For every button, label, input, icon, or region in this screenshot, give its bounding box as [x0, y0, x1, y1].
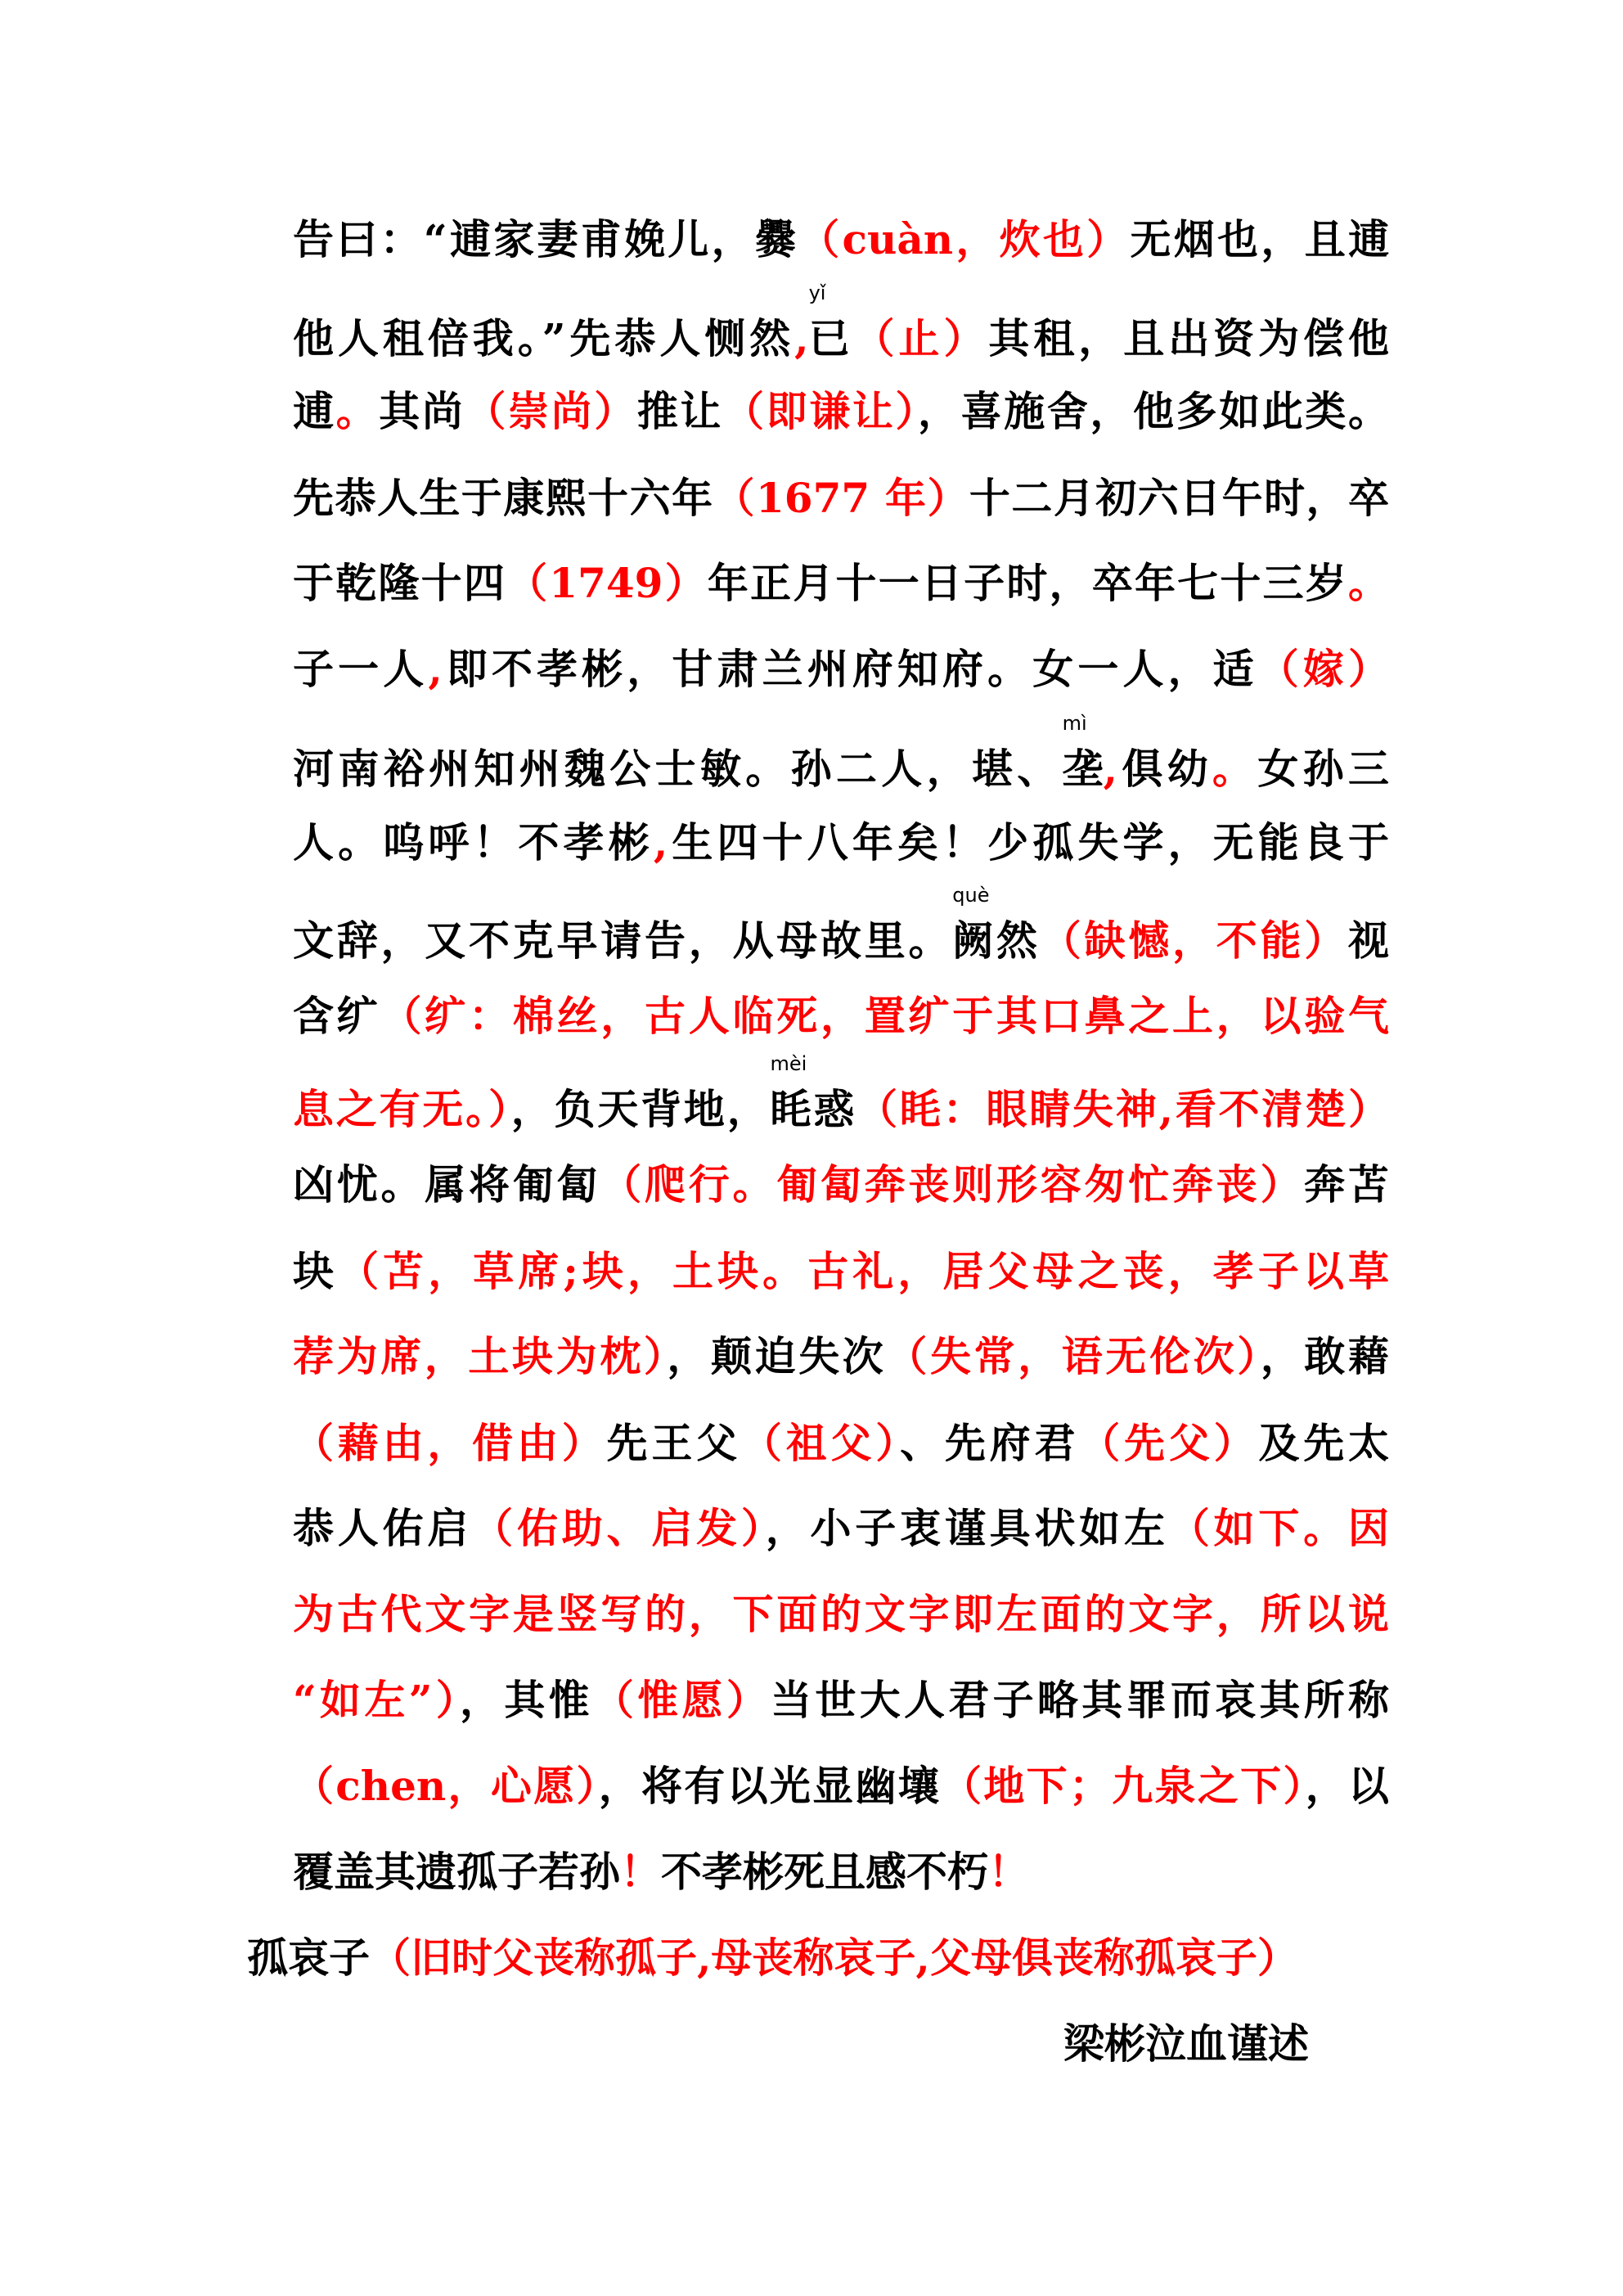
text-line: [293, 1504, 1389, 1553]
annotation-text: （失常，语无伦次）: [886, 1332, 1261, 1380]
annotation-text: （cuàn，炊也）: [798, 215, 1131, 263]
body-text: 恭人佑启: [293, 1504, 473, 1552]
body-text: 视: [1348, 916, 1389, 965]
annotation-text: （chen，心愿）: [293, 1762, 599, 1810]
pinyin-annotation: mèi: [770, 1052, 807, 1075]
text-line: [293, 712, 1390, 794]
body-text: 及先太: [1258, 1419, 1390, 1467]
body-text: 块: [293, 1247, 339, 1295]
body-text: 河南裕州知州魏公士敏。孙二人，堪、: [293, 745, 1063, 793]
annotation-text: ,: [794, 314, 809, 362]
body-text: 覆盖其遗孤子若孙: [293, 1848, 620, 1896]
text-line: [293, 884, 1389, 966]
body-text: 然: [993, 916, 1041, 965]
annotation-text: （眊：眼睛失神,看不清楚）: [856, 1085, 1389, 1133]
text-line: [293, 387, 1389, 436]
annotation-text: ,: [653, 818, 668, 867]
annotated-character: [770, 1052, 812, 1134]
body-text: 奔苫: [1304, 1160, 1389, 1209]
annotation-text: （缺憾，不能）: [1040, 916, 1348, 965]
annotation-text: ！: [988, 1848, 1029, 1896]
body-text: ，其惟: [460, 1676, 593, 1724]
annotation-text: 息之有无。）: [293, 1085, 511, 1133]
body-text: 孤哀子: [247, 1934, 370, 1982]
body-text: 子一人: [293, 645, 429, 693]
annotation-text: “如左”）: [293, 1676, 461, 1724]
body-text: 他人租倍我。”先恭人恻然: [293, 314, 795, 362]
pinyin-annotation: què: [952, 884, 990, 907]
body-text: 先恭人生于康熙十六年: [293, 474, 714, 522]
body-text: 于乾隆十四: [293, 559, 507, 607]
body-text: 凶忧。属将匍匐: [293, 1160, 601, 1209]
annotation-text: （嫁）: [1257, 645, 1390, 693]
body-text: 年正月十一日子时，卒年七十三岁: [707, 559, 1349, 607]
text-line: [293, 1160, 1389, 1209]
annotation-text: （先父）: [1079, 1419, 1259, 1467]
body-text: 梁彬泣血谨述: [1063, 2019, 1309, 2068]
body-text: 其租，且出资为偿他: [988, 314, 1390, 362]
character: 垄: [1062, 745, 1104, 793]
text-line: [293, 1332, 1389, 1381]
body-text: 不孝彬死且感不朽: [661, 1848, 988, 1896]
annotation-text: 荐为席，土块为枕）: [293, 1332, 668, 1380]
annotated-character: [1062, 712, 1104, 794]
body-text: 当世大人君子略其罪而哀其所称: [771, 1676, 1390, 1724]
text-line: [293, 559, 1389, 608]
annotation-text: （苫，草席;块，土块。古礼，居父母之丧，孝子以草: [338, 1247, 1390, 1295]
text-line: [293, 1247, 1389, 1296]
text-line: [293, 1676, 1389, 1725]
character: 眊: [770, 1085, 812, 1133]
signature-line: [1063, 2019, 1309, 2069]
annotation-text: （佑助、启发）: [472, 1504, 766, 1552]
body-text: ，喜施舍，他多如此类。: [918, 387, 1390, 435]
body-text: ，敢藉: [1260, 1332, 1390, 1380]
annotation-text: （崇尚）: [465, 387, 637, 435]
text-line: [293, 1419, 1389, 1468]
character: 阙: [952, 916, 994, 965]
annotation-text: （爬行。匍匐奔丧则形容匆忙奔丧）: [600, 1160, 1305, 1209]
body-text: 十二月初六日午时，卒: [969, 474, 1389, 522]
text-line: [293, 474, 1389, 523]
annotation-text: （即谦让）: [723, 387, 919, 435]
body-text: 文辞，又不克早请告，从母故里。: [293, 916, 953, 965]
annotation-text: （藉由，借由）: [293, 1419, 607, 1467]
annotation-text: （地下；九泉之下）: [941, 1762, 1306, 1810]
body-text: ，以: [1305, 1762, 1389, 1810]
annotation-text: （祖父）: [740, 1419, 901, 1467]
body-text: 人。呜呼！不孝彬: [293, 818, 654, 867]
body-text: 推让: [636, 387, 724, 435]
body-text: 即不孝彬，甘肃兰州府知府。女一人，适: [442, 645, 1258, 693]
text-line: [293, 818, 1389, 867]
body-text: 、先府君: [900, 1419, 1080, 1467]
annotation-text: 为古代文字是竖写的，下面的文字即左面的文字，所以说: [293, 1590, 1389, 1638]
body-text: 惑: [811, 1085, 857, 1133]
body-text: ，负天背地，: [510, 1085, 771, 1133]
text-line: [293, 1848, 1029, 1897]
body-text: ，将有以光显幽壤: [598, 1762, 942, 1810]
body-text: 俱幼: [1117, 745, 1213, 793]
body-text: 告曰：“逋家妻甫娩儿，爨: [293, 215, 799, 263]
text-line: [293, 992, 1389, 1041]
annotated-character: [808, 281, 850, 363]
annotation-text: ！: [620, 1848, 661, 1896]
annotation-text: （旧时父丧称孤子,母丧称哀子,父母俱丧称孤哀子）: [370, 1934, 1298, 1982]
annotation-text: （纩：棉丝，古人临死，置纩于其口鼻之上，以验气: [380, 992, 1389, 1040]
body-text: 含纩: [293, 992, 381, 1040]
body-text: ，颠迫失次: [667, 1332, 887, 1380]
annotated-character: [952, 884, 994, 966]
text-line: [293, 281, 1390, 363]
body-text: ，小子衷谨具状如左: [765, 1504, 1169, 1552]
annotation-text: ,: [1103, 745, 1118, 793]
body-text: 女孙三: [1257, 745, 1390, 793]
body-text: 生四十八年矣！少孤失学，无能良于: [668, 818, 1389, 867]
text-line: [293, 1590, 1389, 1639]
text-line: [293, 1052, 1389, 1134]
text-line: [293, 215, 1389, 264]
character: 已: [808, 314, 850, 362]
text-line: [293, 645, 1389, 694]
annotation-text: 。: [1212, 745, 1258, 793]
annotation-text: （止）: [849, 314, 989, 362]
body-text: 其尚: [379, 387, 465, 435]
annotation-text: （如下。因: [1168, 1504, 1390, 1552]
body-text: 逋: [293, 387, 336, 435]
pinyin-annotation: yǐ: [808, 281, 826, 304]
body-text: 无烟也，且逋: [1130, 215, 1390, 263]
text-line: [247, 1934, 1298, 1983]
annotation-text: 。: [335, 387, 380, 435]
annotation-text: （1677 年）: [713, 474, 969, 522]
annotation-text: ,: [428, 645, 443, 693]
annotation-text: （1749）: [506, 559, 708, 607]
text-line: [293, 1762, 1389, 1811]
pinyin-annotation: mì: [1062, 712, 1087, 735]
body-text: 先王父: [606, 1419, 741, 1467]
annotation-text: （惟愿）: [592, 1676, 771, 1724]
annotation-text: 。: [1348, 559, 1390, 607]
